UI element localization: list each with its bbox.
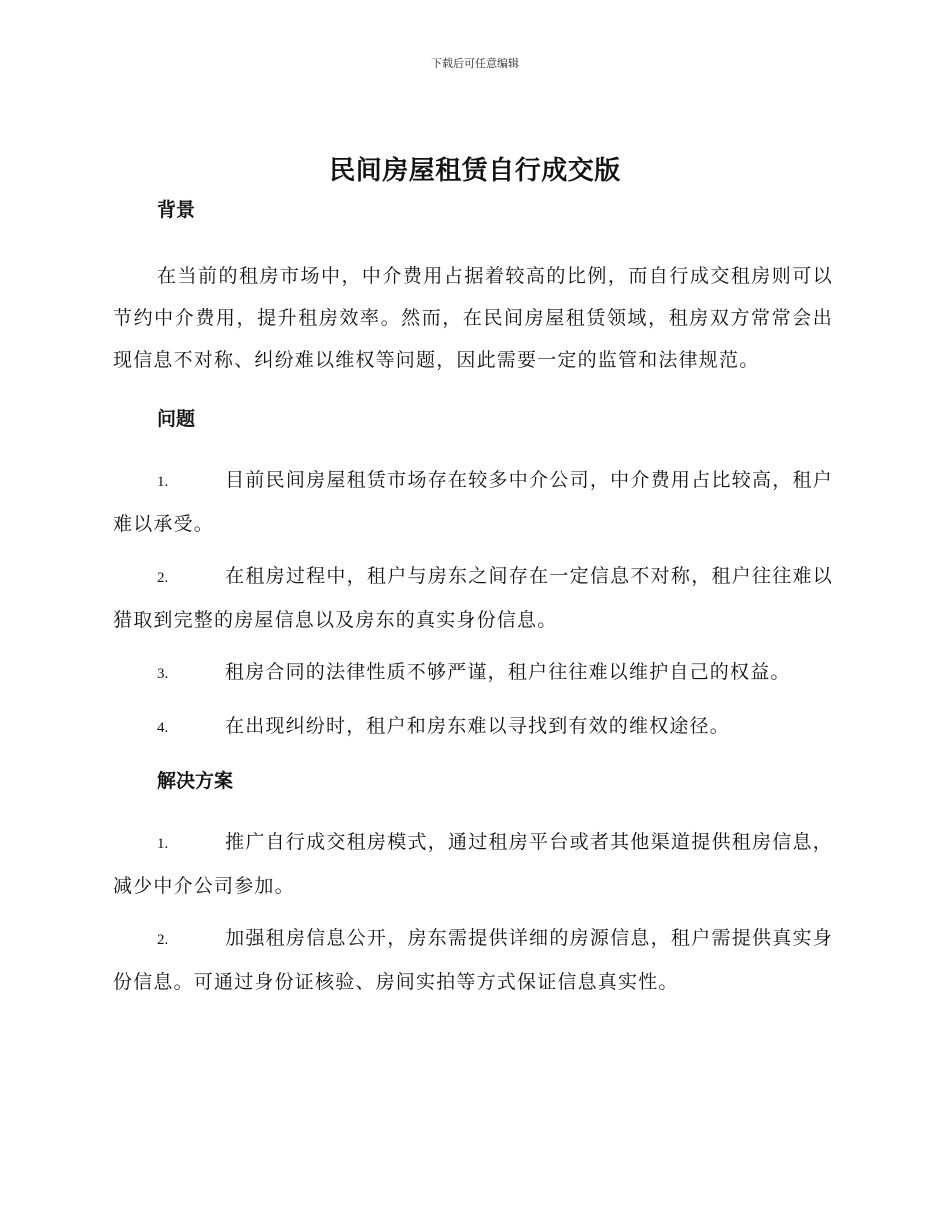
list-item-text: 目前民间房屋租赁市场存在较多中介公司，中介费用占比较高，租户难以承受。 (113, 469, 833, 535)
list-number: 3. (157, 666, 169, 682)
list-item-text: 租房合同的法律性质不够严谨，租户往往难以维护自己的权益。 (225, 661, 791, 683)
problem-item (113, 555, 833, 641)
list-number: 4. (157, 720, 169, 736)
list-number: 2. (157, 570, 169, 586)
background-paragraph: 在当前的租房市场中，中介费用占据着较高的比例，而自行成交租房则可以节约中介费用，提升租房效率。然而，在民间房屋租赁领域，租房双方常常会出现信息不对称、纠纷难以维权等问题，因此需要一定的监管和法律规范。 (113, 265, 833, 371)
section-heading-background: 背景 (157, 199, 196, 221)
list-item-text: 推广自行成交租房模式，通过租房平台或者其他渠道提供租房信息，减少中介公司参加。 (113, 831, 833, 897)
document-body (113, 196, 833, 1003)
section-heading-solutions: 解决方案 (157, 770, 234, 792)
solution-item (113, 917, 833, 1003)
list-item-text: 在租房过程中，租户与房东之间存在一定信息不对称，租户往往难以猎取到完整的房屋信息以及房东的真实身份信息。 (113, 565, 833, 631)
list-number: 2. (157, 932, 169, 948)
page-title: 民间房屋租赁自行成交版 (329, 156, 621, 186)
list-item-text: 加强租房信息公开，房东需提供详细的房源信息，租户需提供真实身份信息。可通过身份证核验、房间实拍等方式保证信息真实性。 (113, 927, 833, 993)
list-number: 1. (157, 474, 169, 490)
section-heading-problems: 问题 (157, 408, 196, 430)
problem-item (113, 651, 833, 695)
solution-item (113, 821, 833, 907)
problem-item (113, 459, 833, 545)
list-number: 1. (157, 836, 169, 852)
header-note: 下载后可任意编辑 (431, 57, 519, 70)
problem-item (113, 705, 833, 749)
list-item-text: 在出现纠纷时，租户和房东难以寻找到有效的维权途径。 (225, 715, 731, 737)
